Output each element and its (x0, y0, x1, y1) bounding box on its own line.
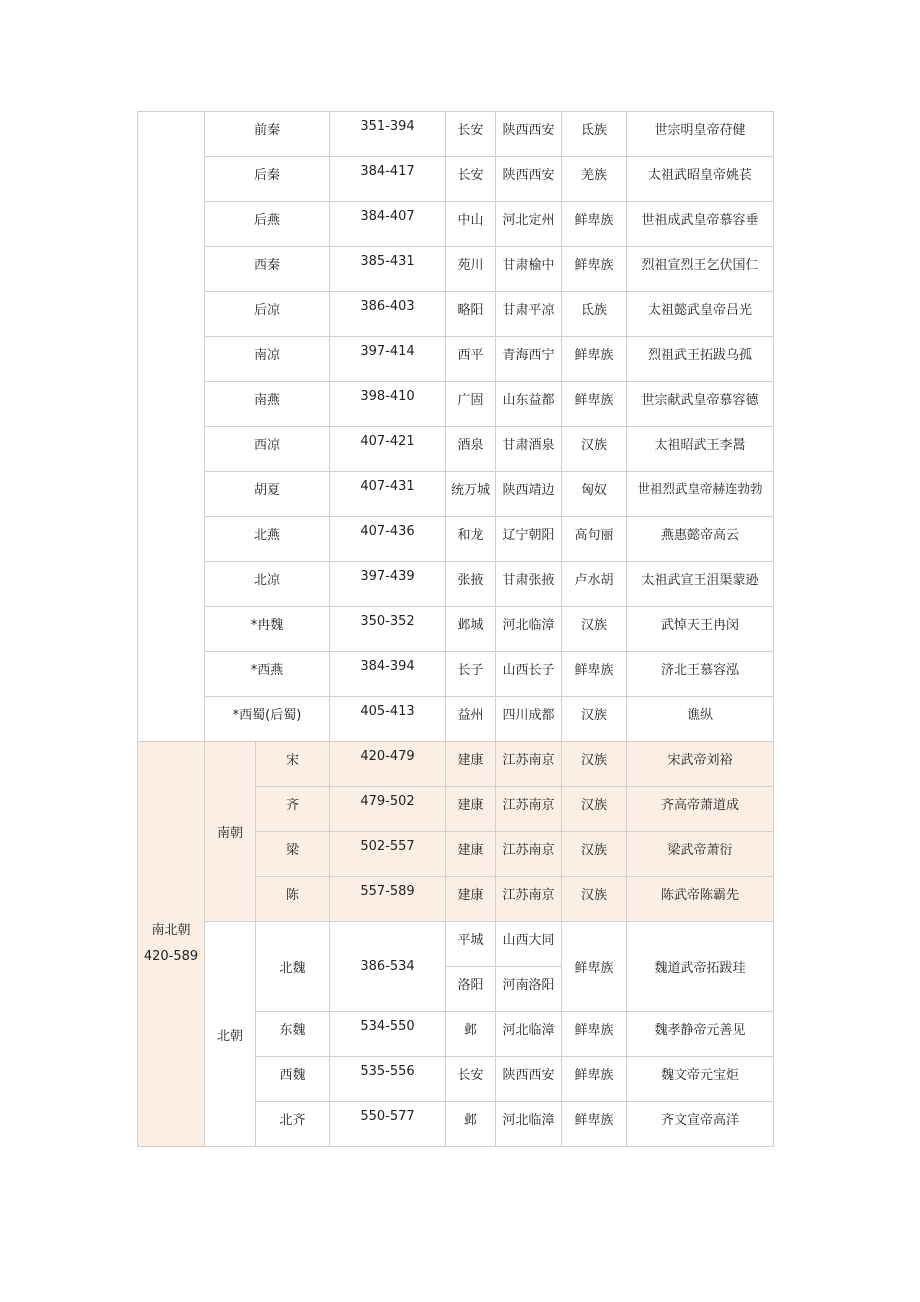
table-row (138, 517, 774, 562)
kingdom-years: 407-421 (330, 427, 446, 472)
kingdom-name: 后凉 (205, 292, 330, 337)
kingdom-founder: 谯纵 (627, 697, 774, 742)
kingdom-ethnicity: 氐族 (562, 292, 627, 337)
table-row (138, 427, 774, 472)
kingdom-capital: 益州 (446, 697, 496, 742)
kingdom-founder: 济北王慕容泓 (627, 652, 774, 697)
dynasty-years: 535-556 (330, 1057, 446, 1102)
kingdom-name: 后燕 (205, 202, 330, 247)
dynasty-ethnicity: 鲜卑族 (562, 922, 627, 1012)
kingdom-ethnicity: 鲜卑族 (562, 337, 627, 382)
kingdom-years: 407-431 (330, 472, 446, 517)
dynasty-years: 550-577 (330, 1102, 446, 1147)
kingdom-name: 胡夏 (205, 472, 330, 517)
table-row (138, 607, 774, 652)
table-row (138, 742, 774, 787)
kingdom-capital: 统万城 (446, 472, 496, 517)
kingdom-ethnicity: 汉族 (562, 697, 627, 742)
kingdom-location: 山西长子 (496, 652, 562, 697)
era-cell-nanbeichao (138, 742, 205, 1147)
dynasty-location: 山西大同 (496, 922, 562, 967)
kingdom-location: 辽宁朝阳 (496, 517, 562, 562)
dynasty-table (137, 111, 774, 1147)
kingdom-location: 河北定州 (496, 202, 562, 247)
kingdom-capital: 略阳 (446, 292, 496, 337)
table-row (138, 382, 774, 427)
kingdom-years: 405-413 (330, 697, 446, 742)
dynasty-capital: 长安 (446, 1057, 496, 1102)
kingdom-ethnicity: 汉族 (562, 607, 627, 652)
kingdom-years: 384-394 (330, 652, 446, 697)
kingdom-capital: 酒泉 (446, 427, 496, 472)
kingdom-capital: 中山 (446, 202, 496, 247)
dynasty-founder: 魏文帝元宝炬 (627, 1057, 774, 1102)
kingdom-capital: 长子 (446, 652, 496, 697)
kingdom-founder: 烈祖宣烈王乞伏国仁 (627, 247, 774, 292)
kingdom-location: 甘肃张掖 (496, 562, 562, 607)
kingdom-years: 385-431 (330, 247, 446, 292)
kingdom-founder: 烈祖武王拓跋乌孤 (627, 337, 774, 382)
table-row (138, 697, 774, 742)
kingdom-years: 398-410 (330, 382, 446, 427)
kingdom-name: 南凉 (205, 337, 330, 382)
kingdom-years: 397-439 (330, 562, 446, 607)
kingdom-ethnicity: 匈奴 (562, 472, 627, 517)
kingdom-founder: 世宗献武皇帝慕容德 (627, 382, 774, 427)
kingdom-name: 西凉 (205, 427, 330, 472)
dynasty-founder: 魏孝静帝元善见 (627, 1012, 774, 1057)
kingdom-location: 甘肃酒泉 (496, 427, 562, 472)
kingdom-ethnicity: 鲜卑族 (562, 382, 627, 427)
kingdom-founder: 太祖昭武王李暠 (627, 427, 774, 472)
table-row (138, 157, 774, 202)
kingdom-years: 386-403 (330, 292, 446, 337)
kingdom-name: 西秦 (205, 247, 330, 292)
kingdom-name: *冉魏 (205, 607, 330, 652)
dynasty-ethnicity: 汉族 (562, 832, 627, 877)
dynasty-ethnicity: 汉族 (562, 742, 627, 787)
table-row (138, 202, 774, 247)
kingdom-capital: 广固 (446, 382, 496, 427)
kingdom-years: 351-394 (330, 112, 446, 157)
dynasty-location: 江苏南京 (496, 787, 562, 832)
dynasty-name: 宋 (256, 742, 330, 787)
dynasty-capital: 邺 (446, 1102, 496, 1147)
kingdom-location: 陕西靖边 (496, 472, 562, 517)
kingdom-founder: 燕惠懿帝高云 (627, 517, 774, 562)
dynasty-name: 陈 (256, 877, 330, 922)
kingdom-ethnicity: 卢水胡 (562, 562, 627, 607)
kingdom-location: 甘肃榆中 (496, 247, 562, 292)
kingdom-founder: 太祖武昭皇帝姚苌 (627, 157, 774, 202)
dynasty-location: 江苏南京 (496, 832, 562, 877)
kingdom-ethnicity: 氐族 (562, 112, 627, 157)
dynasty-ethnicity: 汉族 (562, 877, 627, 922)
kingdom-capital: 张掖 (446, 562, 496, 607)
kingdom-location: 四川成都 (496, 697, 562, 742)
dynasty-location: 江苏南京 (496, 742, 562, 787)
kingdom-location: 甘肃平凉 (496, 292, 562, 337)
kingdom-name: 南燕 (205, 382, 330, 427)
dynasty-capital: 建康 (446, 832, 496, 877)
north-dynasties-label: 北朝 (205, 922, 256, 1147)
table-row (138, 112, 774, 157)
kingdom-capital: 和龙 (446, 517, 496, 562)
kingdom-capital: 长安 (446, 112, 496, 157)
kingdom-name: 北凉 (205, 562, 330, 607)
kingdom-location: 陕西西安 (496, 112, 562, 157)
dynasty-years: 386-534 (330, 922, 446, 1012)
kingdom-ethnicity: 鲜卑族 (562, 247, 627, 292)
kingdom-founder: 世宗明皇帝苻健 (627, 112, 774, 157)
kingdom-founder: 太祖懿武皇帝吕光 (627, 292, 774, 337)
table-row (138, 922, 774, 967)
dynasty-years: 420-479 (330, 742, 446, 787)
dynasty-capital: 平城 (446, 922, 496, 967)
dynasty-ethnicity: 鲜卑族 (562, 1012, 627, 1057)
era-name: 南北朝 (151, 923, 191, 938)
kingdom-capital: 西平 (446, 337, 496, 382)
table-row (138, 337, 774, 382)
kingdom-ethnicity: 鲜卑族 (562, 652, 627, 697)
kingdom-location: 河北临漳 (496, 607, 562, 652)
dynasty-years: 534-550 (330, 1012, 446, 1057)
dynasty-founder: 魏道武帝拓跋珪 (627, 922, 774, 1012)
dynasty-founder: 宋武帝刘裕 (627, 742, 774, 787)
dynasty-location: 江苏南京 (496, 877, 562, 922)
dynasty-location: 河南洛阳 (496, 967, 562, 1012)
kingdom-name: 后秦 (205, 157, 330, 202)
kingdom-name: 前秦 (205, 112, 330, 157)
kingdom-capital: 苑川 (446, 247, 496, 292)
era-cell-blank (138, 112, 205, 742)
table-row (138, 472, 774, 517)
kingdom-name: 北燕 (205, 517, 330, 562)
table-row (138, 292, 774, 337)
kingdom-name: *西燕 (205, 652, 330, 697)
dynasty-founder: 陈武帝陈霸先 (627, 877, 774, 922)
table-row (138, 562, 774, 607)
kingdom-location: 陕西西安 (496, 157, 562, 202)
kingdom-years: 397-414 (330, 337, 446, 382)
kingdom-founder: 世祖成武皇帝慕容垂 (627, 202, 774, 247)
dynasty-founder: 梁武帝萧衍 (627, 832, 774, 877)
dynasty-capital: 洛阳 (446, 967, 496, 1012)
dynasty-capital: 邺 (446, 1012, 496, 1057)
dynasty-ethnicity: 鲜卑族 (562, 1057, 627, 1102)
south-dynasties-label: 南朝 (205, 742, 256, 922)
table-row (138, 652, 774, 697)
dynasty-name: 东魏 (256, 1012, 330, 1057)
kingdom-founder: 太祖武宣王沮渠蒙逊 (627, 562, 774, 607)
era-years: 420-589 (143, 949, 199, 964)
kingdom-ethnicity: 鲜卑族 (562, 202, 627, 247)
dynasty-capital: 建康 (446, 787, 496, 832)
kingdom-years: 407-436 (330, 517, 446, 562)
kingdom-years: 350-352 (330, 607, 446, 652)
dynasty-years: 557-589 (330, 877, 446, 922)
dynasty-name: 梁 (256, 832, 330, 877)
dynasty-name: 北齐 (256, 1102, 330, 1147)
dynasty-name: 齐 (256, 787, 330, 832)
kingdom-location: 山东益都 (496, 382, 562, 427)
table-row (138, 247, 774, 292)
dynasty-name: 北魏 (256, 922, 330, 1012)
dynasty-years: 502-557 (330, 832, 446, 877)
dynasty-location: 陕西西安 (496, 1057, 562, 1102)
dynasty-location: 河北临漳 (496, 1012, 562, 1057)
kingdom-founder: 世祖烈武皇帝赫连勃勃 (627, 472, 774, 517)
dynasty-ethnicity: 鲜卑族 (562, 1102, 627, 1147)
kingdom-name: *西蜀(后蜀) (205, 697, 330, 742)
kingdom-location: 青海西宁 (496, 337, 562, 382)
dynasty-years: 479-502 (330, 787, 446, 832)
dynasty-name: 西魏 (256, 1057, 330, 1102)
dynasty-capital: 建康 (446, 742, 496, 787)
kingdom-years: 384-417 (330, 157, 446, 202)
dynasty-founder: 齐高帝萧道成 (627, 787, 774, 832)
dynasty-founder: 齐文宣帝高洋 (627, 1102, 774, 1147)
kingdom-capital: 长安 (446, 157, 496, 202)
dynasty-capital: 建康 (446, 877, 496, 922)
kingdom-founder: 武悼天王冉闵 (627, 607, 774, 652)
dynasty-location: 河北临漳 (496, 1102, 562, 1147)
dynasty-ethnicity: 汉族 (562, 787, 627, 832)
kingdom-ethnicity: 高句丽 (562, 517, 627, 562)
kingdom-ethnicity: 羌族 (562, 157, 627, 202)
kingdom-capital: 邺城 (446, 607, 496, 652)
kingdom-years: 384-407 (330, 202, 446, 247)
kingdom-ethnicity: 汉族 (562, 427, 627, 472)
